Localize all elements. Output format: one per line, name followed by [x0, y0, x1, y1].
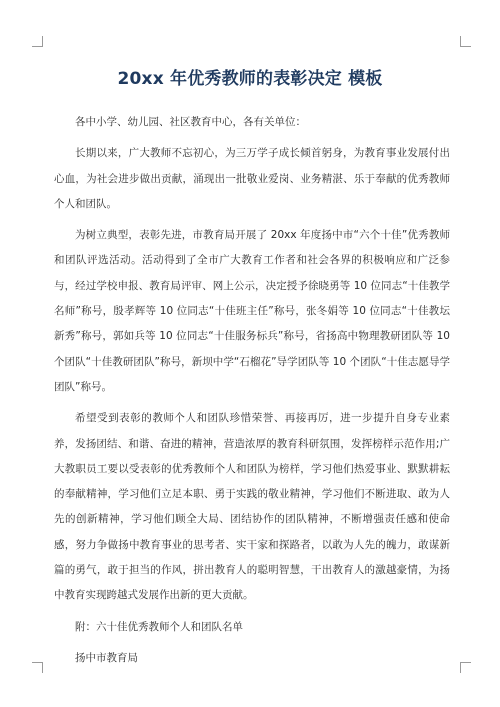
document-body — [54, 110, 450, 671]
crop-mark-bottom-left — [32, 662, 43, 673]
paragraph-2: 为树立典型，表彰先进，市教育局开展了 20xx 年度扬中市“六个十佳”优秀教师和团队评选活动。活动得到了全市广大教育工作者和社会各界的积极响应和广泛参与，经过学校申报、教育局评审、网上公示，决定授予徐晓勇等 10 位同志“十佳教学名师”称号，殷孝辉等 10 位同志“十佳班主任”称号，张冬娟等 10 位同志“十佳教坛新秀”称号，郭如兵等 10 位同志“十佳服务标兵”称号，省扬高中物理教研团队等 10 个团队“十佳教研团队”称号，新坝中学“石榴花”导学团队等 10 个团队“十佳志愿导学团队”称号。 — [54, 229, 450, 393]
document-title: 20xx 年优秀教师的表彰决定 模板 — [117, 69, 383, 89]
attachment-note: 附：六十佳优秀教师个人和团队名单 — [75, 620, 243, 633]
crop-mark-top-left — [32, 36, 43, 47]
crop-mark-bottom-right — [460, 662, 471, 673]
paragraph-3: 希望受到表彰的教师个人和团队珍惜荣誉、再接再厉，进一步提升自身专业素养，发扬团结、和谐、奋进的精神，营造浓厚的教育科研氛围，发挥榜样示范作用;广大教职员工要以受表彰的优秀教师个人和团队为榜样，学习他们热爱事业、默默耕耘的奉献精神，学习他们立足本职、勇于实践的敬业精神，学习他们不断进取、敢为人先的创新精神，学习他们顾全大局、团结协作的团队精神，不断增强责任感和使命感，努力争做扬中教育事业的思考者、实干家和探路者，以敢为人先的魄力，敢谋新篇的勇气，敢于担当的作风，拼出教育人的聪明智慧，干出教育人的激越豪情，为扬中教育实现跨越式发展作出新的更大贡献。 — [54, 412, 450, 602]
crop-mark-top-right — [460, 36, 471, 47]
signature: 扬中市教育局 — [75, 651, 138, 664]
paragraph-1: 长期以来，广大教师不忘初心，为三万学子成长倾首躬身，为教育事业发展付出心血，为社会进步做出贡献，涌现出一批敬业爱岗、业务精湛、乐于奉献的优秀教师个人和团队。 — [54, 147, 450, 210]
salutation: 各中小学、幼儿园、社区教育中心，各有关单位： — [75, 116, 306, 128]
